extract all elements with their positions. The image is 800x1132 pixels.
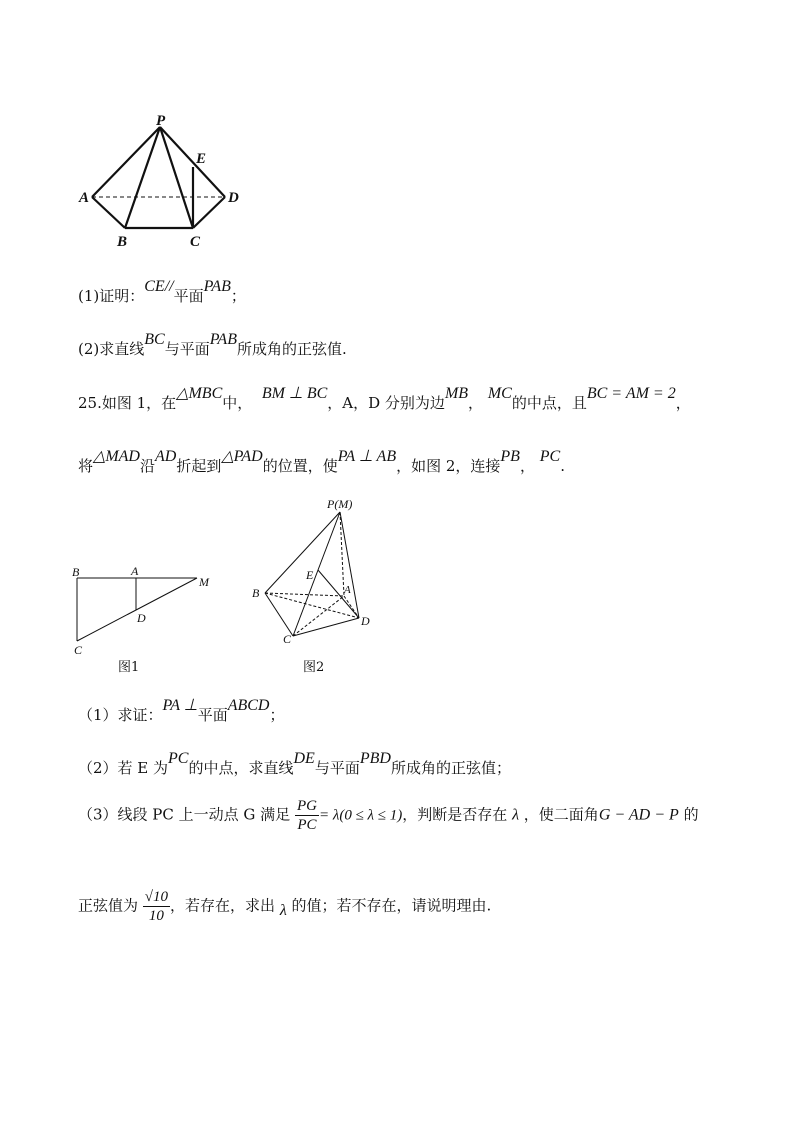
figure-1 — [65, 560, 225, 660]
figure-2-caption: 图2 — [303, 660, 325, 675]
fig2-label-pm: P(M) — [327, 497, 353, 511]
fig2-label-e: E — [306, 568, 314, 582]
fig1-label-a: A — [131, 564, 139, 578]
q24-part1: (1)证明：CE//平面PAB； — [78, 278, 246, 305]
fig2-label-d: D — [361, 614, 370, 628]
fig1-label-b: B — [72, 565, 80, 579]
sqrt10-fraction: $\frac{√10}{10}$ — [144, 889, 169, 924]
q25-line2: 将△MAD沿AD折起到△PAD的位置，使PA ⊥ AB，如图 2，连接PB， PC. — [78, 448, 565, 475]
q25-part2: （2）若 E 为PC的中点，求直线DE与平面PBD所成角的正弦值； — [78, 750, 511, 777]
fig1-label-c: C — [74, 643, 83, 657]
pg-pc-fraction: $\frac{PG}{PC}$ — [296, 798, 317, 833]
q25-line1: 25.如图 1，在△MBC中， BM ⊥ BC，A，D 分别为边MB， MC的中点，且BC = AM = 2， — [78, 385, 691, 412]
label-d: D — [228, 190, 239, 206]
label-e: E — [196, 151, 207, 167]
label-a: A — [79, 190, 90, 206]
fig1-label-m: M — [199, 575, 209, 589]
fig1-label-d: D — [137, 611, 146, 625]
figure-2 — [245, 495, 385, 645]
figure-1-caption: 图1 — [118, 660, 140, 675]
fig2-label-b: B — [252, 586, 260, 600]
q24-part2: (2)求直线BC与平面PAB所成角的正弦值. — [78, 331, 347, 358]
label-b: B — [117, 234, 128, 250]
pyramid-figure — [70, 105, 250, 255]
fig2-label-a: A — [344, 584, 351, 596]
q25-part3-cont: 正弦值为 $\frac{√10}{10}$ ，若存在，求出 λ 的值；若不存在，请说明理由. — [78, 889, 492, 924]
q25-part3: （3）线段 PC 上一动点 G 满足 $\frac{PG}{PC}$ = λ(0 ≤ λ ≤ 1)，判断是否存在 λ ，使二面角G − AD − P 的 — [78, 798, 699, 833]
label-p: P — [156, 113, 166, 129]
q25-part1: （1）求证：PA ⊥平面ABCD； — [78, 697, 285, 724]
label-c: C — [190, 234, 201, 250]
fig2-label-c: C — [283, 632, 292, 645]
